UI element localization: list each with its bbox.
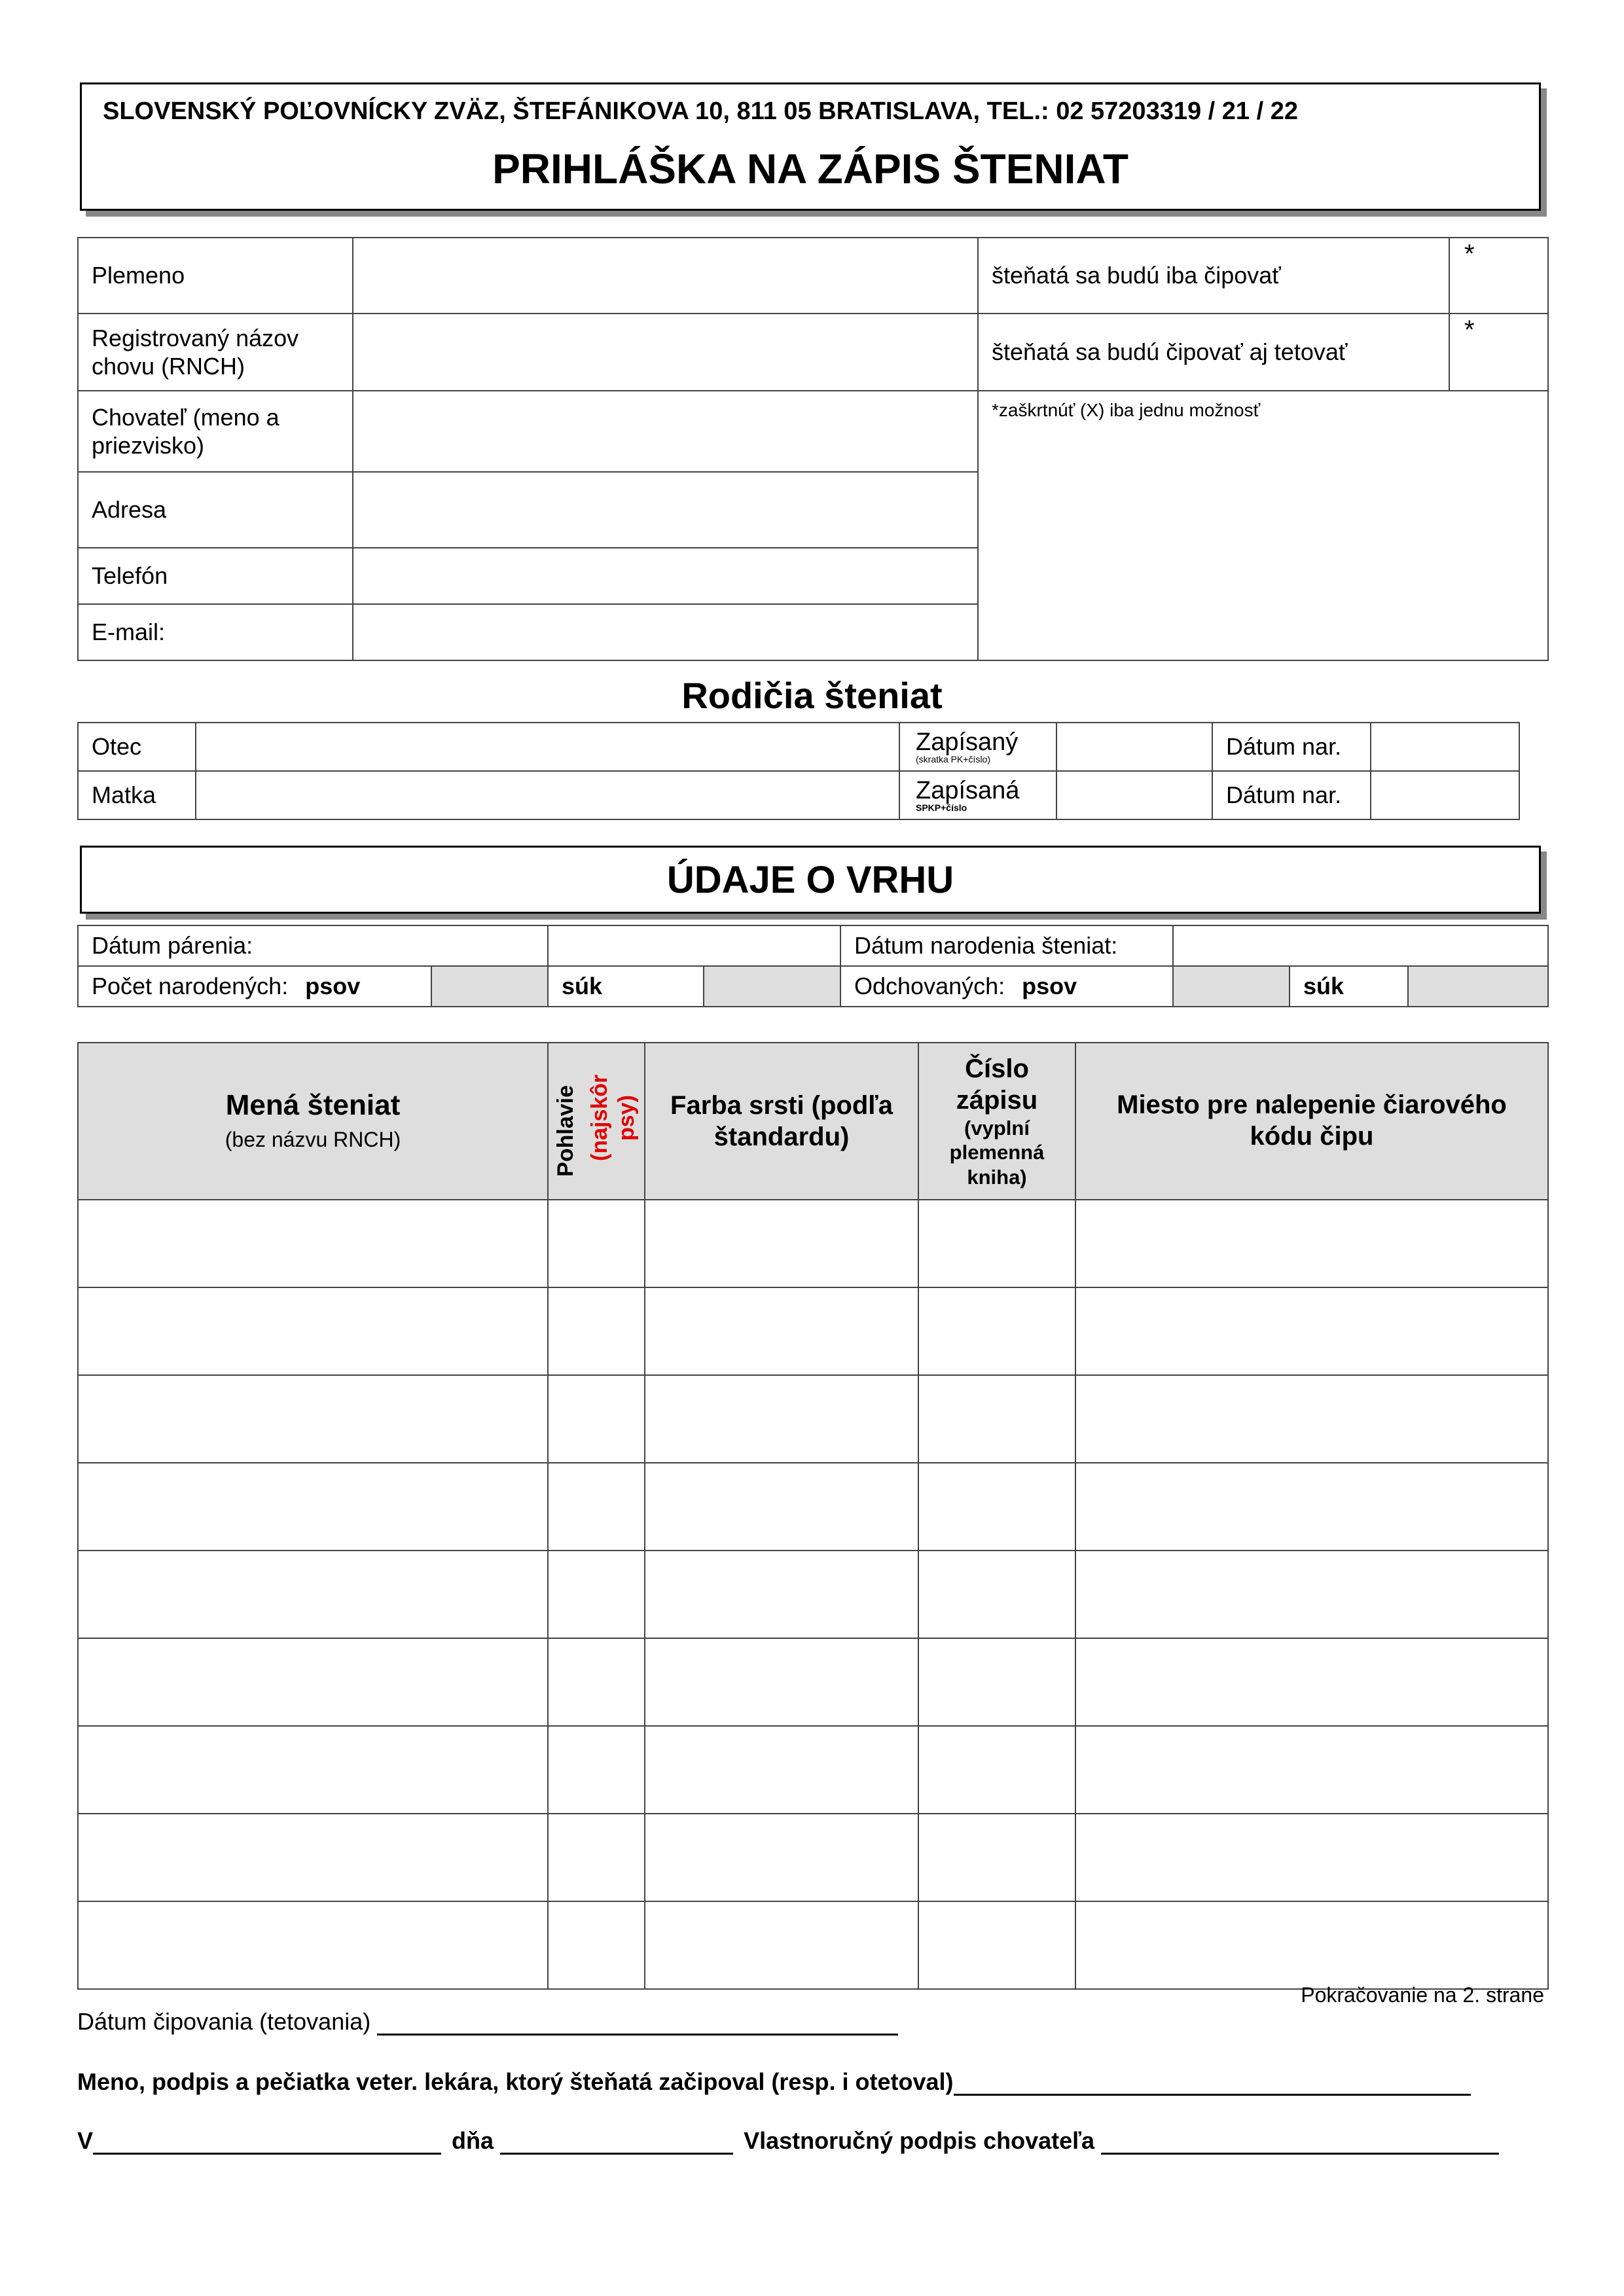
puppies-rows [78,1200,1548,1989]
registered-female-hint: SPKP+číslo [916,802,967,813]
col-names: Mená šteniat [225,1088,401,1121]
puppy-name-field[interactable] [78,1200,548,1287]
puppy-number-field[interactable] [918,1901,1075,1989]
puppy-name-field[interactable] [78,1901,548,1989]
breed-field[interactable] [353,238,978,314]
raised-females-field[interactable] [1408,966,1548,1007]
table-row [78,1638,1548,1726]
born-males-field[interactable] [431,966,548,1007]
registered-male-hint: (skratka PK+číslo) [916,754,990,764]
signature-row [77,2127,1499,2155]
puppy-color-field[interactable] [645,1551,918,1638]
chip-date-row [77,2008,898,2036]
col-names-hint: (bez názvu RNCH) [225,1128,401,1152]
father-birth-label: Dátum nar. [1212,723,1371,771]
born-males-label: psov [305,973,361,1000]
whelping-date-field[interactable] [1173,925,1548,966]
phone-label: Telefón [78,548,353,604]
puppy-name-field[interactable] [78,1463,548,1551]
table-row [78,1287,1548,1375]
col-sex-header [548,1043,645,1200]
puppy-sex-field[interactable] [548,1463,645,1551]
puppy-sex-field[interactable] [548,1814,645,1901]
puppy-chip-field[interactable] [1075,1287,1548,1375]
chip-date-label: Dátum čipovania (tetovania) [77,2008,371,2035]
mother-field[interactable] [196,771,899,819]
litter-title: ÚDAJE O VRHU [80,846,1541,914]
puppy-sex-field[interactable] [548,1200,645,1287]
raised-count-label [840,966,1173,1007]
phone-field[interactable] [353,548,978,604]
vet-field[interactable] [954,2072,1471,2096]
mother-birth-label: Dátum nar. [1212,771,1371,819]
email-label: E-mail: [78,604,353,660]
litter-table [77,925,1549,1007]
option-chip-tattoo-checkbox[interactable] [1449,314,1548,391]
col-names-header [78,1043,548,1200]
col-chip-header: Miesto pre nalepenie čiarového kódu čipu [1075,1043,1548,1200]
option-chip-tattoo-label: šteňatá sa budú čipovať aj tetovať [978,314,1449,391]
form-title: PRIHLÁŠKA NA ZÁPIS ŠTENIAT [492,145,1128,192]
table-row [78,1463,1548,1551]
puppy-number-field[interactable] [918,1463,1075,1551]
date-field[interactable] [500,2130,733,2155]
raised-females-label: súk [1290,966,1408,1007]
born-count-text: Počet narodených: [92,973,289,1000]
puppy-sex-field[interactable] [548,1901,645,1989]
puppy-chip-field[interactable] [1075,1200,1548,1287]
address-field[interactable] [353,472,978,548]
puppy-number-field[interactable] [918,1551,1075,1638]
born-count-label [78,966,431,1007]
puppy-number-field[interactable] [918,1375,1075,1463]
puppy-color-field[interactable] [645,1814,918,1901]
puppy-number-field[interactable] [918,1814,1075,1901]
puppy-color-field[interactable] [645,1638,918,1726]
mating-date-label: Dátum párenia: [78,925,548,966]
continued-note: Pokračovanie na 2. strane [1301,1983,1544,2007]
born-females-field[interactable] [704,966,840,1007]
mother-registered-label [899,771,1056,819]
col-number: Číslo zápisu [956,1054,1038,1115]
place-label: V [77,2127,94,2154]
table-row [78,1726,1548,1814]
puppy-color-field[interactable] [645,1901,918,1989]
father-registered-field[interactable] [1056,723,1212,771]
date-label: dňa [452,2127,494,2154]
puppy-name-field[interactable] [78,1638,548,1726]
father-registered-label [899,723,1056,771]
option-note-cell [978,391,1548,660]
raised-males-field[interactable] [1173,966,1290,1007]
puppy-name-field[interactable] [78,1551,548,1638]
puppy-number-field[interactable] [918,1200,1075,1287]
col-sex: Pohlavie [553,1085,579,1177]
puppy-name-field[interactable] [78,1726,548,1814]
vet-label: Meno, podpis a pečiatka veter. lekára, ktorý šteňatá začipoval (resp. i otetoval) [77,2068,954,2095]
father-birth-field[interactable] [1371,723,1519,771]
puppy-name-field[interactable] [78,1814,548,1901]
table-row [78,1551,1548,1638]
breeder-name-label: Chovateľ (meno a priezvisko) [78,391,353,472]
puppy-color-field[interactable] [645,1287,918,1375]
kennel-name-field[interactable] [353,314,978,391]
puppy-chip-field[interactable] [1075,1638,1548,1726]
born-females-label: súk [548,966,704,1007]
father-field[interactable] [196,723,899,771]
col-sex-hint: (najskôr psy) [587,1074,639,1161]
chip-date-field[interactable] [377,2011,898,2036]
table-row [78,1375,1548,1463]
col-color-header: Farba srsti (podľa štandardu) [645,1043,918,1200]
registered-female: Zapísaná [916,777,1020,804]
puppy-number-field[interactable] [918,1638,1075,1726]
puppies-table [77,1042,1549,1990]
breeder-name-field[interactable] [353,391,978,472]
raised-count-text: Odchovaných: [854,973,1005,1000]
parents-title: Rodičia šteniat [681,675,943,716]
whelping-date-label: Dátum narodenia šteniat: [840,925,1173,966]
option-note: *zaškrtnúť (X) iba jednu možnosť [992,400,1261,420]
breeder-table [77,237,1549,661]
puppy-sex-field[interactable] [548,1287,645,1375]
table-row [78,1901,1548,1989]
puppy-chip-field[interactable] [1075,1901,1548,1989]
option-chip-label: šteňatá sa budú iba čipovať [978,238,1449,314]
parents-table [77,722,1520,820]
puppy-color-field[interactable] [645,1200,918,1287]
raised-males-label: psov [1022,973,1077,1000]
puppy-sex-field[interactable] [548,1375,645,1463]
puppy-chip-field[interactable] [1075,1375,1548,1463]
puppy-sex-field[interactable] [548,1638,645,1726]
puppy-name-field[interactable] [78,1287,548,1375]
puppy-color-field[interactable] [645,1463,918,1551]
asterisk: * [1464,240,1475,268]
table-row [78,1814,1548,1901]
mother-registered-field[interactable] [1056,771,1212,819]
place-field[interactable] [93,2130,441,2155]
vet-row [77,2068,1471,2096]
puppy-number-field[interactable] [918,1726,1075,1814]
puppy-sex-field[interactable] [548,1726,645,1814]
puppy-chip-field[interactable] [1075,1726,1548,1814]
signature-field[interactable] [1101,2130,1499,2155]
kennel-name-label: Registrovaný názov chovu (RNCH) [78,314,353,391]
puppy-chip-field[interactable] [1075,1551,1548,1638]
option-chip-checkbox[interactable] [1449,238,1548,314]
mating-date-field[interactable] [548,925,840,966]
email-field[interactable] [353,604,978,660]
puppy-color-field[interactable] [645,1726,918,1814]
mother-birth-field[interactable] [1371,771,1519,819]
table-row [78,1200,1548,1287]
mother-label: Matka [78,771,196,819]
puppy-sex-field[interactable] [548,1551,645,1638]
organization-address: SLOVENSKÝ POĽOVNÍCKY ZVÄZ, ŠTEFÁNIKOVA 10, 811 05 BRATISLAVA, TEL.: 02 57203319 / 21 / 22 [103,98,1298,125]
breed-label: Plemeno [78,238,353,314]
puppy-name-field[interactable] [78,1375,548,1463]
puppy-chip-field[interactable] [1075,1463,1548,1551]
registered-male: Zapísaný [916,728,1019,756]
father-label: Otec [78,723,196,771]
puppy-color-field[interactable] [645,1375,918,1463]
puppy-chip-field[interactable] [1075,1814,1548,1901]
col-number-header [918,1043,1075,1200]
form-header [80,82,1541,211]
col-number-hint: (vyplní plemenná kniha) [949,1117,1045,1189]
puppy-number-field[interactable] [918,1287,1075,1375]
address-label: Adresa [78,472,353,548]
asterisk: * [1464,315,1475,344]
signature-label: Vlastnoručný podpis chovateľa [744,2127,1095,2154]
